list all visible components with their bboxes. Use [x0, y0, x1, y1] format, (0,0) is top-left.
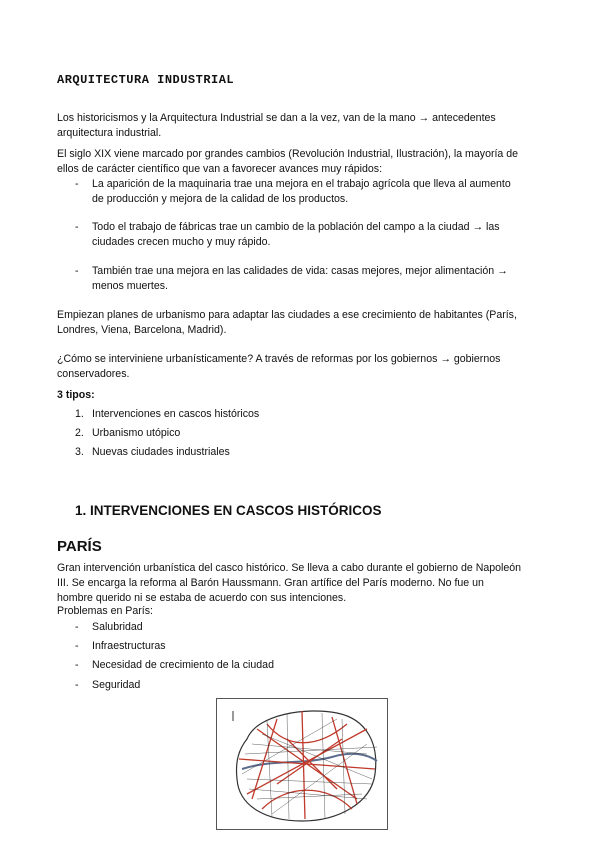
- bullet-3-line-1: También trae una mejora en las calidades de vida: casas mejores, mejor alimentación →: [92, 265, 508, 277]
- intro2-line-2: ellos de carácter científico que van a favorecer avances muy rápidos:: [57, 163, 383, 175]
- paris-map-image: [216, 698, 388, 830]
- bullet-1-line-2: de producción y mejora de la calidad de los productos.: [92, 193, 349, 205]
- problem-dash: -: [75, 640, 79, 652]
- type-number: 2.: [75, 427, 84, 439]
- bullet-1-line-1: La aparición de la maquinaria trae una mejora en el trabajo agrícola que lleva al aumento: [92, 178, 511, 190]
- bullet-2-line-1: Todo el trabajo de fábricas trae un cambio de la población del campo a la ciudad → las: [92, 221, 500, 233]
- problem-dash: -: [75, 621, 79, 633]
- question-line-2: conservadores.: [57, 368, 130, 380]
- bullet-dash: -: [75, 221, 79, 233]
- question-line-1: ¿Cómo se interviniene urbanísticamente? A través de reformas por los gobiernos → gobiernos: [57, 353, 501, 365]
- problem-item-3: Necesidad de crecimiento de la ciudad: [92, 659, 274, 671]
- type-item-3: Nuevas ciudades industriales: [92, 446, 230, 458]
- problem-dash: -: [75, 679, 79, 691]
- bullet-2-line-2: ciudades crecen mucho y muy rápido.: [92, 236, 271, 248]
- paris-line-3: hombre querido ni se estaba de acuerdo con sus intenciones.: [57, 592, 347, 604]
- problem-dash: -: [75, 659, 79, 671]
- sub-heading-paris: PARÍS: [57, 538, 102, 555]
- urbanism-line-1: Empiezan planes de urbanismo para adaptar las ciudades a ese crecimiento de habitantes (París,: [57, 309, 517, 321]
- paris-line-2: III. Se encarga la reforma al Barón Haussmann. Gran artífice del París moderno. No fue un: [57, 577, 484, 589]
- type-number: 3.: [75, 446, 84, 458]
- paris-map-drawing: [217, 699, 387, 829]
- problem-item-1: Salubridad: [92, 621, 143, 633]
- problems-label: Problemas en París:: [57, 605, 153, 617]
- bullet-dash: -: [75, 178, 79, 190]
- urbanism-line-2: Londres, Viena, Barcelona, Madrid).: [57, 324, 227, 336]
- problem-item-4: Seguridad: [92, 679, 141, 691]
- problem-item-2: Infraestructuras: [92, 640, 166, 652]
- type-item-2: Urbanismo utópico: [92, 427, 181, 439]
- intro-line-2: arquitectura industrial.: [57, 127, 162, 139]
- intro2-line-1: El siglo XIX viene marcado por grandes cambios (Revolución Industrial, Ilustración), la mayoría de: [57, 148, 519, 160]
- section-heading: 1. INTERVENCIONES EN CASCOS HISTÓRICOS: [75, 503, 382, 518]
- intro-line-1: Los historicismos y la Arquitectura Industrial se dan a la vez, van de la mano → antecedentes: [57, 112, 496, 124]
- type-item-1: Intervenciones en cascos históricos: [92, 408, 260, 420]
- type-number: 1.: [75, 408, 84, 420]
- bullet-dash: -: [75, 265, 79, 277]
- bullet-3-line-2: menos muertes.: [92, 280, 168, 292]
- doc-title: ARQUITECTURA INDUSTRIAL: [57, 73, 235, 87]
- paris-line-1: Gran intervención urbanística del casco histórico. Se lleva a cabo durante el gobierno de Napoleón: [57, 562, 522, 574]
- types-label: 3 tipos:: [57, 389, 95, 401]
